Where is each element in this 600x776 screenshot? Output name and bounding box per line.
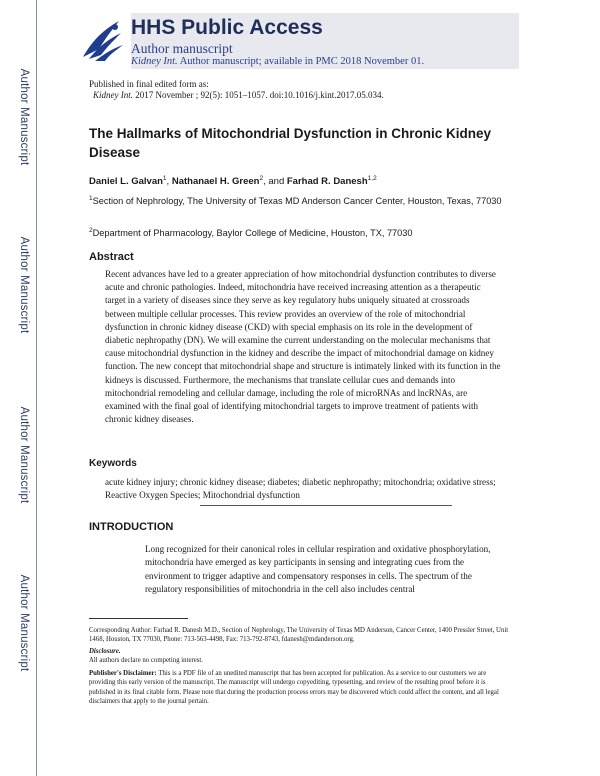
- author-list: [89, 175, 377, 187]
- hhs-eagle-logo-icon: [75, 13, 131, 69]
- publisher-disclaimer: Publisher's Disclaimer: This is a PDF file of an unedited manuscript that has been accepted for publication. As a service to our customers we are providing this early version of the manuscript. The manuscript will undergo copyediting, typesetting, and review of the resulting proof before it is published in its final citable form. Please note that during the production process errors may be discovered which could affect the content, and all legal disclaimers that apply to the journal pertain.: [89, 670, 499, 705]
- margin-rule: [36, 0, 37, 776]
- footnote-rule: [89, 618, 188, 619]
- availability-line: Kidney Int. Author manuscript; available in PMC 2018 November 01.: [131, 56, 425, 67]
- side-label-2: Author Manuscript: [18, 236, 30, 334]
- section-divider: [200, 505, 452, 506]
- introduction-heading: INTRODUCTION: [89, 521, 174, 533]
- disclosure-heading: Disclosure.: [89, 648, 121, 655]
- hhs-title: HHS Public Access: [131, 16, 323, 39]
- article-title: The Hallmarks of Mitochondrial Dysfunction in Chronic Kidney Disease: [89, 126, 492, 160]
- keywords-text: acute kidney injury; chronic kidney disease; diabetes; diabetic nephropathy; mitochondria; oxidative stress; Reactive Oxygen Species; Mitochondrial dysfunction: [105, 477, 496, 500]
- hhs-subtitle: Author manuscript: [131, 41, 233, 56]
- author-name: Daniel L. Galvan$^1$,: [89, 175, 172, 188]
- corresponding-author-note: Corresponding Author: Farhad R. Danesh M.D., Section of Nephrology, The University of Texas MD Anderson, Cancer Center, 1400 Pressler Street, Unit 1468, Houston, TX 77030, Phone: 713-563-4498, Fax: 713-792-8743, fdanesh@mdanderson.org.: [89, 627, 509, 644]
- abstract-text: Recent advances have led to a greater appreciation of how mitochondrial dysfunction contributes to diverse acute and chronic pathologies. Indeed, mitochondria have received increasing attention as a therapeutic target in a variety of diseases since they serve as key regulatory hubs uniquely situated at crossroads between multiple cellular processes. This review provides an overview of the role of mitochondrial dysfunction in chronic kidney disease (CKD) with special emphasis on its role in the development of diabetic nephropathy (DN). We will examine the current understanding on the molecular mechanisms that cause mitochondrial dysfunction in the kidney and describe the impact of mitochondrial damage on kidney function. The new concept that mitochondrial shape and structure is intimately linked with its function in the kidneys is discussed. Furthermore, the mechanisms that translate cellular cues and demands into mitochondrial remodeling and cellular damage, including the role of microRNAs and lncRNAs, are examined with the final goal of identifying mitochondrial targets to improve treatment of patients with chronic kidney diseases.: [105, 269, 501, 425]
- author-name: Farhad R. Danesh$^{1,2}$: [286, 175, 377, 188]
- abstract-heading: Abstract: [89, 251, 134, 263]
- affiliation-1: $^1$Section of Nephrology, The University of Texas MD Anderson Cancer Center, Houston, Texas, 77030: [89, 195, 502, 207]
- keywords-heading: Keywords: [89, 458, 137, 469]
- affiliation-2: $^2$Department of Pharmacology, Baylor College of Medicine, Houston, TX, 77030: [89, 227, 413, 239]
- disclosure-text: All authors declare no competing interest.: [89, 657, 204, 664]
- side-label-3: Author Manuscript: [18, 406, 30, 504]
- publication-citation: Kidney Int. 2017 November ; 92(5): 1051–1057. doi:10.1016/j.kint.2017.05.034.: [93, 90, 384, 100]
- introduction-text: Long recognized for their canonical roles in cellular respiration and oxidative phosphorylation, mitochondria have emerged as key participants in sensing and integrating cues from the environment to trigger adaptive and compensatory responses in cells. The spectrum of the regulatory responsibilities of mitochondria in the cell also includes central: [145, 544, 491, 595]
- side-label-1: Author Manuscript: [18, 68, 30, 166]
- published-label: Published in final edited form as:: [89, 79, 209, 89]
- side-label-4: Author Manuscript: [18, 574, 30, 672]
- author-name: Nathanael H. Green$^2$, and: [171, 175, 287, 188]
